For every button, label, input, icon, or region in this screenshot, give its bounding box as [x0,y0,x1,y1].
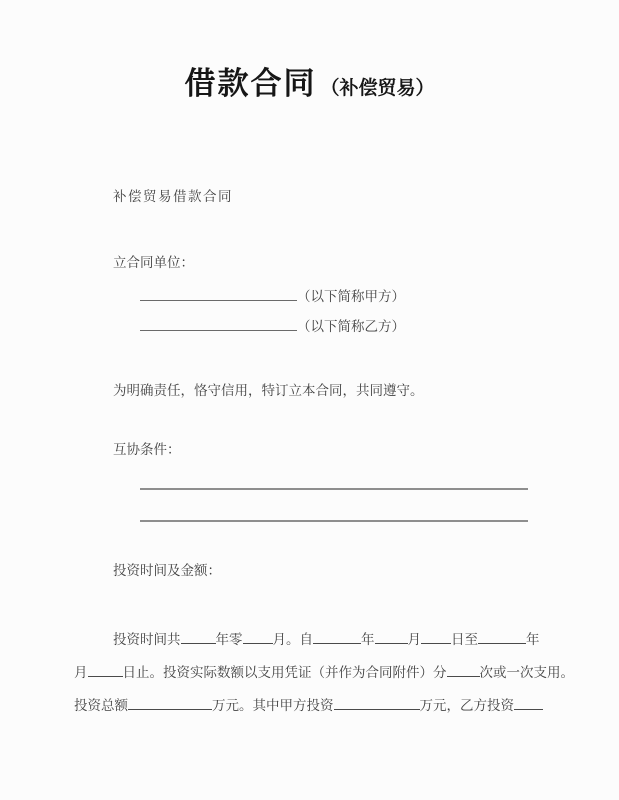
party-section-label: 立合同单位： [113,255,194,270]
document-subtitle: 补偿贸易借款合同 [113,189,233,204]
fill-blank [140,316,297,331]
title-main-text: 借款合同 [184,66,317,101]
mutual-conditions-fill-line-2 [140,520,528,522]
text-run: 年 [361,632,375,647]
mutual-conditions-fill-line-1 [140,488,528,490]
investment-paragraph-line-1 [113,629,540,649]
text-run: （以下简称甲方） [297,289,405,304]
fill-blank [514,695,543,710]
purpose-statement: 为明确责任，恪守信用，特订立本合同，共同遵守。 [113,383,424,398]
party-a-blank-line [140,286,405,306]
investment-paragraph-line-2 [74,662,574,682]
fill-blank [447,662,480,677]
text-run: 日至 [451,632,478,647]
fill-blank [421,629,451,644]
fill-blank [88,662,123,677]
fill-blank [478,629,526,644]
text-run: 万元，乙方投资 [419,698,514,713]
text-run: 日止。投资实际数额以支用凭证（并作为合同附件）分 [122,665,447,680]
text-run: 次或一次支用。 [479,665,574,680]
fill-blank [140,286,297,301]
fill-blank [181,629,216,644]
investment-paragraph-line-3 [74,695,543,715]
text-run: 月 [74,665,88,680]
text-run: 万元。其中甲方投资 [212,698,334,713]
document-title [0,64,619,110]
text-run: 年零 [215,632,243,647]
text-run: 投资总额 [74,698,128,713]
text-run: （以下简称乙方） [297,319,405,334]
text-run: 月。自 [272,632,313,647]
text-run: 月 [407,632,421,647]
fill-blank [334,695,420,710]
fill-blank [375,629,408,644]
text-run: 投资时间共 [113,632,181,647]
text-run: 年 [526,632,540,647]
fill-blank [313,629,361,644]
party-b-blank-line [140,316,405,336]
title-paren-text: （补偿贸易） [320,78,435,99]
mutual-conditions-label: 互协条件： [113,442,181,457]
investment-section-label: 投资时间及金额： [113,563,221,578]
fill-blank [128,695,212,710]
fill-blank [243,629,273,644]
